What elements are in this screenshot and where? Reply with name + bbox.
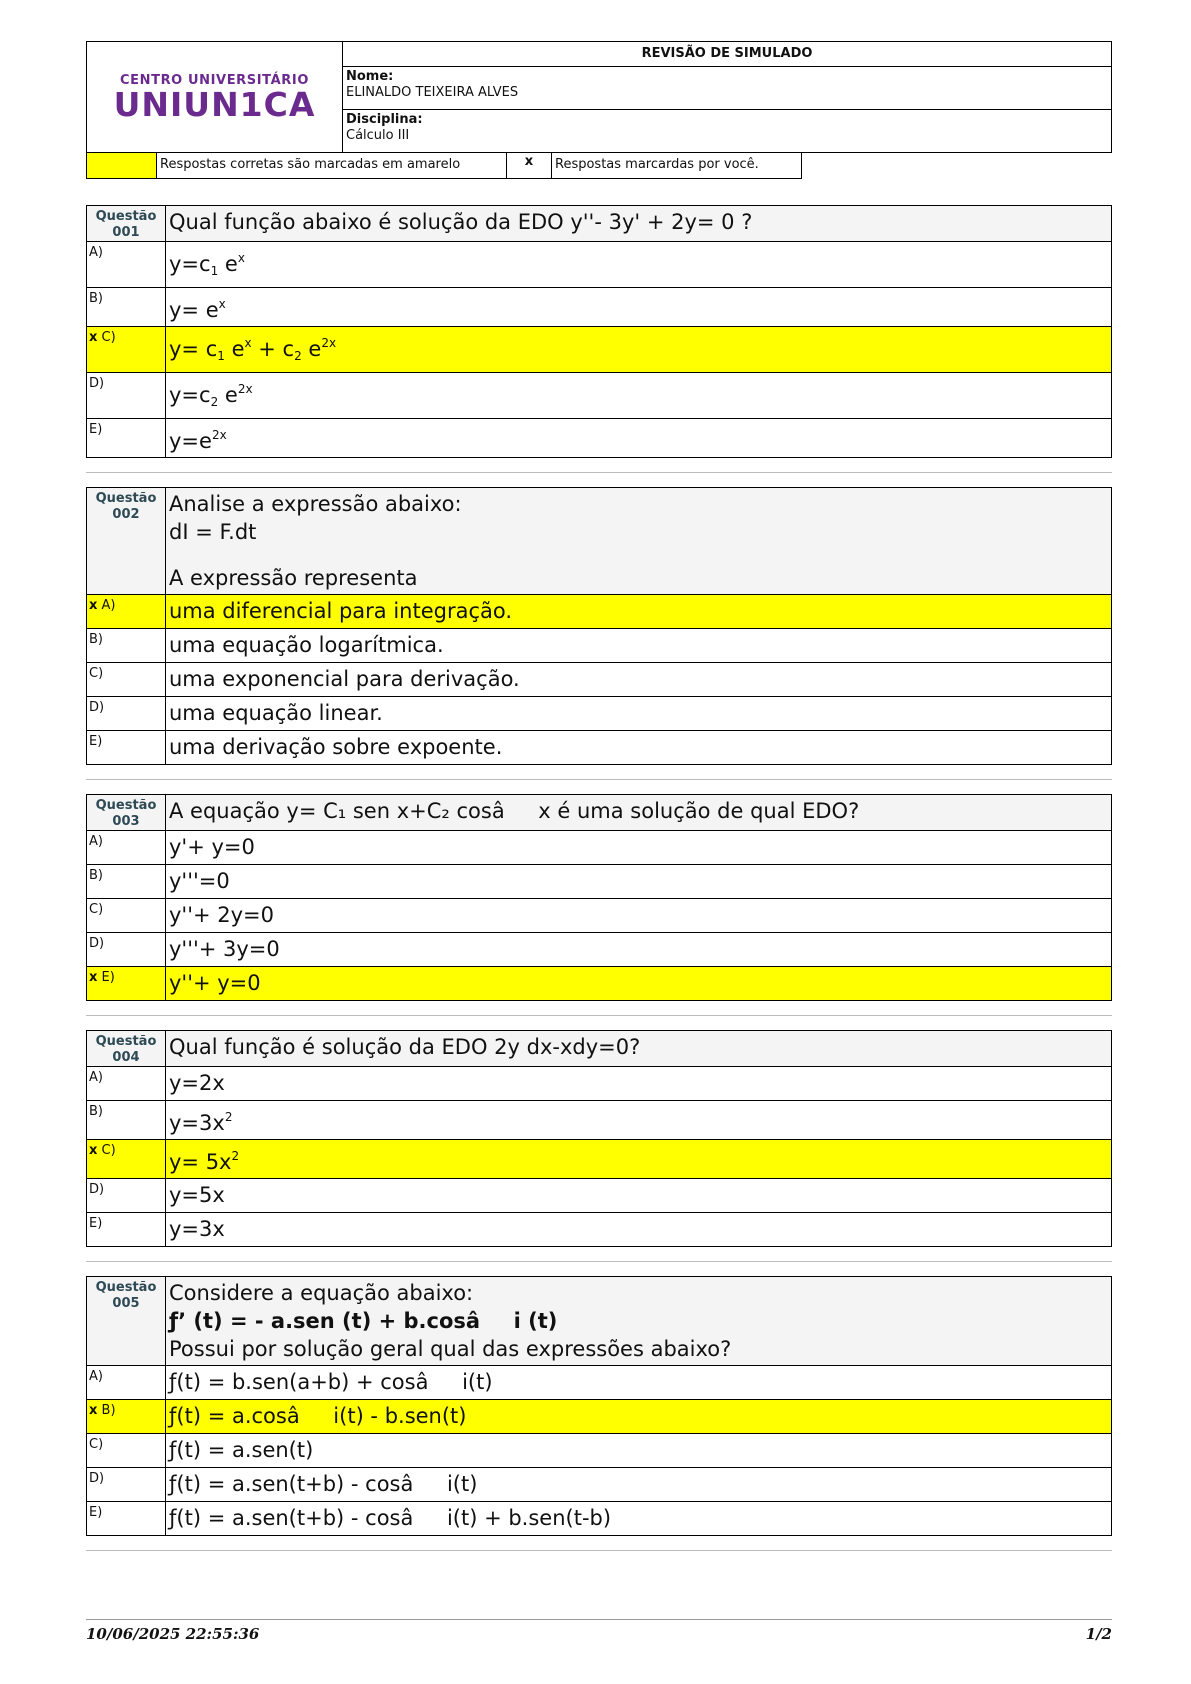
option-label: D) (87, 373, 166, 419)
question-001 (86, 205, 1112, 458)
option-text: $y=e^{2x}$ (166, 419, 1112, 458)
option-text: ƒ(t) = a.sen(t+b) - cosâi(t) + b.sen(t-b) (166, 1502, 1112, 1536)
option-text: uma equação logarítmica. (166, 629, 1112, 663)
option-text: y''+ y=0 (166, 967, 1112, 1001)
option-label: x C) (87, 1140, 166, 1179)
legend-yellow-swatch (86, 153, 157, 179)
question-number: Questão 004 (87, 1031, 166, 1067)
nome-label: Nome: (346, 69, 394, 84)
divider (86, 1550, 1112, 1551)
option-label: B) (87, 288, 166, 327)
option-text: $y=3x^2$ (166, 1101, 1112, 1140)
option-label: C) (87, 663, 166, 697)
option-text: $y= 5x^2$ (166, 1140, 1112, 1179)
option-text: ƒ(t) = b.sen(a+b) + cosâi(t) (166, 1366, 1112, 1400)
disciplina-field (343, 109, 1111, 152)
option-label: C) (87, 1434, 166, 1468)
question-number: Questão 003 (87, 795, 166, 831)
option-text: $y=c_1$ $e^x$ (166, 242, 1112, 288)
question-003 (86, 794, 1112, 1001)
option-label: E) (87, 1213, 166, 1247)
question-004 (86, 1030, 1112, 1247)
option-text: ƒ(t) = a.sen(t+b) - cosâi(t) (166, 1468, 1112, 1502)
divider (86, 1261, 1112, 1262)
logo-main-text: UNIUN1CA (113, 84, 316, 124)
question-005 (86, 1276, 1112, 1536)
option-label: D) (87, 697, 166, 731)
logo-top-text: CENTRO UNIVERSITÁRIO (120, 72, 309, 88)
option-label: E) (87, 419, 166, 458)
option-text: y'+ y=0 (166, 831, 1112, 865)
legend-correct-text: Respostas corretas são marcadas em amarelo (157, 153, 507, 179)
question-number: Questão 001 (87, 206, 166, 242)
question-text: Qual função abaixo é solução da EDO y''- 3y' + 2y= 0 ? (166, 206, 1112, 242)
option-label: A) (87, 242, 166, 288)
option-text: y=2x (166, 1067, 1112, 1101)
option-text: y=3x (166, 1213, 1112, 1247)
logo (87, 42, 343, 152)
page-title: REVISÃO DE SIMULADO (343, 42, 1111, 67)
option-label: x C) (87, 327, 166, 373)
question-text: A equação y= C₁ sen x+C₂ cosâx é uma solução de qual EDO? (166, 795, 1112, 831)
option-text: y''+ 2y=0 (166, 899, 1112, 933)
option-label: x B) (87, 1400, 166, 1434)
option-label: D) (87, 933, 166, 967)
option-label: D) (87, 1468, 166, 1502)
document-page (86, 41, 1112, 1565)
footer-datetime: 10/06/2025 22:55:36 (86, 1625, 260, 1643)
legend-marked-text: Respostas marcardas por você. (552, 153, 802, 179)
footer-page-number: 1/2 (1085, 1625, 1112, 1643)
option-label: E) (87, 1502, 166, 1536)
option-text: y'''=0 (166, 865, 1112, 899)
option-label: x E) (87, 967, 166, 1001)
option-text: $y= e^x$ (166, 288, 1112, 327)
divider (86, 1015, 1112, 1016)
disciplina-label: Disciplina: (346, 112, 423, 127)
option-text: y=5x (166, 1179, 1112, 1213)
option-label: E) (87, 731, 166, 765)
question-number: Questão 002 (87, 488, 166, 595)
question-number: Questão 005 (87, 1277, 166, 1366)
option-text: ƒ(t) = a.sen(t) (166, 1434, 1112, 1468)
option-label: x A) (87, 595, 166, 629)
option-label: A) (87, 831, 166, 865)
option-label: C) (87, 899, 166, 933)
question-text: Qual função é solução da EDO 2y dx-xdy=0? (166, 1031, 1112, 1067)
option-label: B) (87, 865, 166, 899)
option-text: y'''+ 3y=0 (166, 933, 1112, 967)
divider (86, 472, 1112, 473)
option-label: D) (87, 1179, 166, 1213)
nome-value: ELINALDO TEIXEIRA ALVES (346, 85, 519, 100)
option-text: uma equação linear. (166, 697, 1112, 731)
option-label: A) (87, 1366, 166, 1400)
option-text: $y=c_2$ $e^{2x}$ (166, 373, 1112, 419)
option-label: A) (87, 1067, 166, 1101)
option-text: uma derivação sobre expoente. (166, 731, 1112, 765)
question-text: Analise a expressão abaixo: dI = F.dt A expressão representa (166, 488, 1112, 595)
option-text: $y= c_1$ $e^x + c_2$ $e^{2x}$ (166, 327, 1112, 373)
option-text: ƒ(t) = a.cosâi(t) - b.sen(t) (166, 1400, 1112, 1434)
option-label: B) (87, 1101, 166, 1140)
nome-field (343, 67, 1111, 109)
question-text: Considere a equação abaixo: ƒ’ (t) = - a.sen (t) + b.cosâi (t) Possui por solução geral qual das expressões abaixo? (166, 1277, 1112, 1366)
legend (86, 153, 1112, 179)
question-002 (86, 487, 1112, 765)
divider (86, 779, 1112, 780)
page-footer (86, 1619, 1112, 1643)
option-text: uma exponencial para derivação. (166, 663, 1112, 697)
legend-marker: x (507, 153, 552, 179)
header-block (86, 41, 1112, 153)
option-text: uma diferencial para integração. (166, 595, 1112, 629)
disciplina-value: Cálculo III (346, 128, 410, 143)
option-label: B) (87, 629, 166, 663)
